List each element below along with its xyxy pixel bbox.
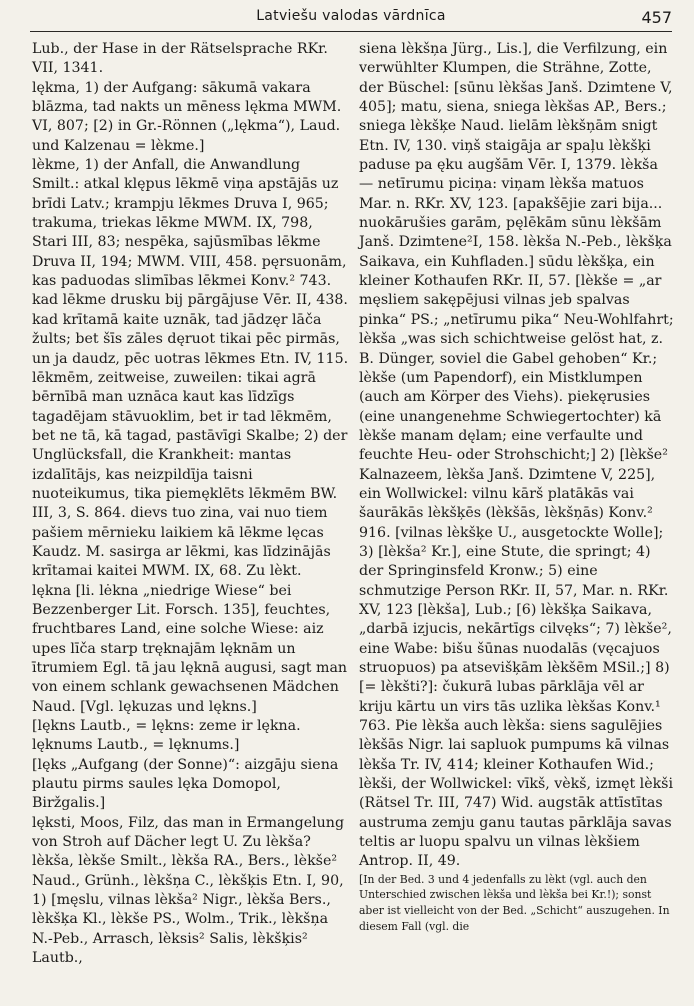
page-number: 457 xyxy=(641,8,672,27)
entry-paragraph: [lękns Lautb., = lękns: zeme ir lękna. lęknums Lautb., = lęknums.] xyxy=(32,718,301,754)
header-rule xyxy=(30,31,672,32)
entry-note: [In der Bed. 3 und 4 jedenfalls zu lèkt (vgl. auch den Unterschied zwischen lèkša und lèkša bei Kr.!); sonst aber ist vielleicht von der Bed. „Schicht“ auszugehen. In diesem Fall (vgl. die xyxy=(359,872,670,933)
entry-paragraph: lèkme, 1) der Anfall, die Anwandlung Smilt.: atkal klępus lēkmē viņa apstājās uz brīdi Latv.; krampju lēkmes Druva I, 965; trakuma, triekas lēkme MWM. IX, 798, Stari III, 83; nespēka, sajūsmības lēkme Druva II, 194; MWM. VIII, 458. pęrsuonām, kas paduodas slimības lēkmei Konv.² 743. kad lēkme drusku bij pārgājuse Vēr. II, 438. kad krītamā kaite uznāk, tad jādzęr lāča žults; bet šīs zāles dęruot tikai pēc pirmās, un ja daudz, pēc uotras lēkmes Etn. IV, 115. lēkmēm, zeitweise, zuweilen: tikai agrā bērnībā man uznāca kaut kas līdzīgs tagadējam stāvuoklim, bet ir tad lēkmēm, bet ne tā, kā tagad, pastāvīgi Skalbe; 2) der Unglücksfall, die Krankheit: mantas izdalītājs, kas neizpildīja taisni nuoteikumus, tika piemęklēts lēkmēm BW. III, 3, S. 864. dievs tuo zina, vai nuo tiem pašiem mērnieku laikiem kā lēkme lęcas Kaudz. M. sasirga ar lēkmi, kas līdzinājās krītamai kaitei MWM. IX, 68. Zu lèkt. xyxy=(32,157,349,580)
entry-paragraph: lęksti, Moos, Filz, das man in Ermangelung von Stroh auf Dächer legt U. Zu lèkša? xyxy=(32,814,345,851)
right-column xyxy=(359,40,675,934)
header-title: Latviešu valodas vārdnīca xyxy=(256,8,446,24)
entry-paragraph: lękna [li. lėkna „niedrige Wiese“ bei Bezzenberger Lit. Forsch. 135], feuchtes, fruchtbares Land, eine solche Wiese: aiz upes līča starp tręknajām lęknām un ītrumiem Egl. tā jau lęknā augusi, sagt man von einem schlank gewachsenen Mädchen Naud. [Vgl. lękuzas und lękns.] xyxy=(32,582,348,715)
entry-paragraph: lèkša, lèkše Smilt., lèkša RA., Bers., lèkše² Naud., Grünh., lèkšņa C., lèkšķis Etn. I, 90, 1) [męslu, vilnas lèkša² Nigr., lèkša Bers., lèkšķa Kl., lèkše PS., Wolm., Trik., lèkšņa N.-Peb., Arrasch, lèksis² Salis, lèkšķis² Lautb., xyxy=(32,853,344,967)
entry-paragraph: Lub., der Hase in der Rätselsprache RKr. VII, 1341. xyxy=(32,41,328,77)
entry-paragraph: siena lèkšņa Jürg., Lis.], die Verfilzung, ein verwühlter Klumpen, die Strähne, Zotte, der Büschel: [sūnu lèkšas Janš. Dzimtene V, 405]; matu, siena, sniega lèkšas AP., Bers.; sniega lèkšķe Naud. lielām lèkšņām snigt Etn. IV, 130. viņš staigāja ar spaļu lèkšķi paduse pa ęku augšām Vēr. I, 1379. lèkša — netīrumu piciņa: viņam lèkša matuos Mar. n. RKr. XV, 123. [apakšējie zari bija... nuokārušies garām, pęlēkām sūnu lèkšām Janš. Dzimtene²I, 158. lèkša N.-Peb., lèkšķa Saikava, ein Kuhfladen.] sūdu lèkšķa, ein kleiner Kothaufen RKr. II, 57. [lèkše = „ar męsliem sakępējusi vilnas jeb spalvas pinka“ PS.; „netīrumu pika“ Neu-Wohlfahrt; lèkša „was sich schichtweise gelöst hat, z. B. Dünger, soviel die Gabel gehoben“ Kr.; lèkše (um Papendorf), ein Mistklumpen (auch am Körper des Viehs). piekęrusies (eine unangenehme Schwiegertochter) kā lèkše manam dęlam; eine verfaulte und feuchte Heu- oder Strohschicht;] 2) [lèkše² Kalnazeem, lèkša Janš. Dzimtene V, 225], ein Wollwickel: vilnu kārš platākās vai šaurākās lèkšķēs (lèkšās, lèkšņās) Konv.² 916. [vilnas lèkšķe U., ausgetockte Wolle]; 3) [lèkša² Kr.], eine Stute, die springt; 4) der Springinsfeld Kronw.; 5) eine schmutzige Person RKr. II, 57, Mar. n. RKr. XV, 123 [lèkša], Lub.; [6) lèkšķa Saikava, „darbā izjucis, nekārtīgs cilvęks“; 7) lèkše², eine Wabe: bišu šūnas nuodalās (vęcajuos struopuos) pa atsevišķām lèkšēm MSil.;] 8) [= lèkšti?]: čukurā lubas pārklāja vēl ar kriju kārtu un virs tās uzlika lèkšas Konv.¹ 763. Pie lèkša auch lèkša: siens sagulējies lèkšās Nigr. lai sapluok pumpums kā vilnas lèkša Tr. IV, 414; kleiner Kothaufen Wid.; lèkši, der Wollwickel: vīkš, vèkš, izmęt lèkši (Rätsel Tr. III, 747) Wid. augstāk attīstītas austruma zemju ganu tautas pārklāja savas teltis ar luopu spalvu un vilnas lèkšiem Antrop. II, 49. xyxy=(359,41,674,870)
page-header xyxy=(30,8,672,30)
left-column xyxy=(32,40,350,969)
entry-paragraph: lękma, 1) der Aufgang: sākumā vakara blāzma, tad nakts un mēness lękma MWM. VI, 807; [2) in Gr.-Rönnen („lękma“), Laud. und Kalzenau = lèkme.] xyxy=(32,79,342,154)
entry-paragraph: [lęks „Aufgang (der Sonne)“: aizgāju siena plautu pirms saules lęka Domopol, Biržgalis.] xyxy=(32,756,339,812)
